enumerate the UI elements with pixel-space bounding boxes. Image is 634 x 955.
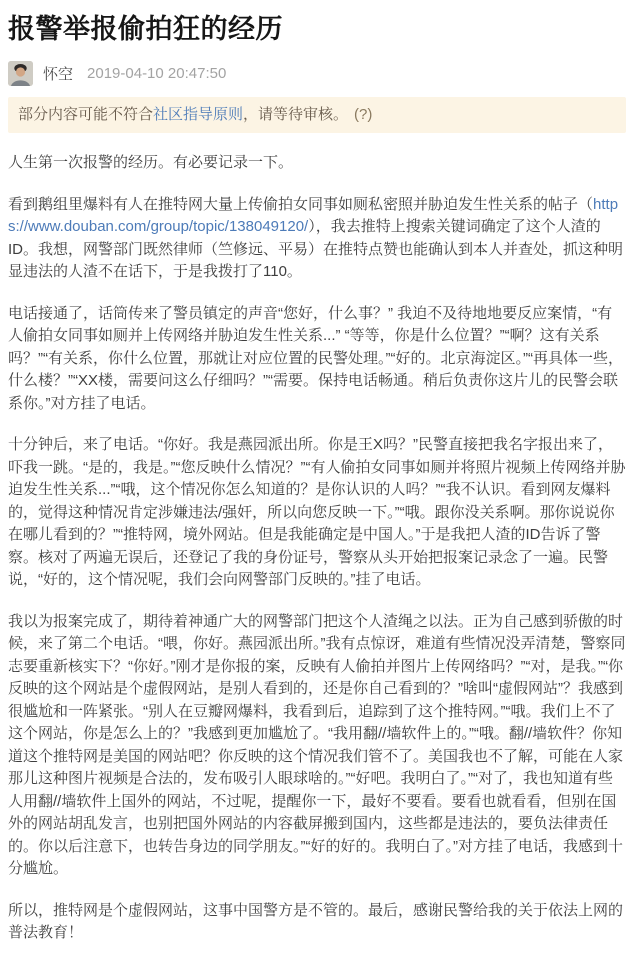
paragraph-source xyxy=(8,194,626,284)
paragraph-intro: 人生第一次报警的经历。有必要记录一下。 xyxy=(8,154,294,171)
paragraph-police-callback: 十分钟后，来了电话。“你好。我是燕园派出所。你是王X吗？”民警直接把我名字报出来了，吓我一跳。“是的，我是。”“您反映什么情况？”“有人偷拍女同事如厕并将照片视频上传网络并胁迫发生性关系...”“哦，这个情况你怎么知道的？是你认识的人吗？”“我不认识。看到网友爆料的，觉得这种情况肯定涉嫌违法/强奸，所以向您反映一下。”“哦。跟你没关系啊。那你说说你在哪儿看到的？”“推特网，境外网站。但是我能确定是中国人。”于是我把人渣的ID告诉了警察。核对了两遍无误后，还登记了我的身份证号，警察从头开始把报案记录念了一遍。民警说，“好的，这个情况呢，我们会向网警部门反映的。”挂了电话。 xyxy=(8,436,626,588)
notice-text-pre: 部分内容可能不符合 xyxy=(18,106,154,123)
post-body xyxy=(8,152,626,945)
moderation-notice-bar xyxy=(8,97,626,133)
paragraph-conclusion: 所以，推特网是个虚假网站，这事中国警方是不管的。最后，感谢民警给我的关于依法上网的普法教育！ xyxy=(8,901,624,941)
douban-topic-link[interactable]: https://www.douban.com/group/topic/138049120/ xyxy=(8,195,619,235)
post-timestamp: 2019-04-10 20:47:50 xyxy=(87,64,227,82)
paragraph-first-call: 电话接通了，话筒传来了警员镇定的声音“您好，什么事？” 我迫不及待地地要反应案情，“有人偷拍女同事如厕并上传网络并胁迫发生性关系...” “等等，你是什么位置？”“啊？这有关系吗？”“有关系，你什么位置，那就让对应位置的民警处理。”“好的。北京海淀区。”“再具体一些，什么楼？”“XX楼，需要问这么仔细吗？”“需要。保持电话畅通。稍后负责你这片儿的民警会联系你。”对方挂了电话。 xyxy=(8,304,623,412)
notice-text-post: ，请等待审核。 xyxy=(243,106,349,123)
page-title: 报警举报偷拍狂的经历 xyxy=(8,14,283,44)
notice-help-link[interactable]: (?) xyxy=(354,106,373,123)
paragraph-second-call: 我以为报案完成了，期待着神通广大的网警部门把这个人渣绳之以法。正为自己感到骄傲的时候，来了第二个电话。“喂，你好。燕园派出所。”我有点惊讶，难道有些情况没弄清楚，警察同志要重新核实下？“你好。”刚才是你报的案，反映有人偷拍并图片上传网络吗？”“对，是我。”“你反映的这个网站是个虚假网站，是别人看到的，还是你自己看到的？”啥叫“虚假网站”？我感到很尴尬和一阵紧张。“别人在豆瓣网爆料，我看到后，追踪到了这个推特网。”“哦。我们上不了这个网站，你是怎么上的？”我感到更加尴尬了。“我用翻//墙软件上的。”“哦。翻//墙软件？你知道这个推特网是美国的网站吧？你反映的这个情况我们管不了。美国我也不了解，可能在人家那儿这种图片视频是合法的，发布吸引人眼球啥的。”“好吧。我明白了。”“对了，我也知道有些人用翻//墙软件上国外的网站，不过呢，提醒你一下，最好不要看。要看也就看看，但别在国外的网站胡乱发言，也别把国外网站的内容截屏搬到国内，这些都是违法的，要负法律责任的。你以后注意下，也转告身边的同学朋友。”“好的好的。我明白了。”对方挂了电话，我感到十分尴尬。 xyxy=(8,612,626,877)
paragraph-text: 看到鹅组里爆料有人在推特网大量上传偷拍女同事如厕私密照并胁迫发生性关系的帖子（ xyxy=(8,195,594,213)
author-name-link[interactable]: 怀空 xyxy=(43,65,74,83)
avatar[interactable] xyxy=(8,61,33,86)
author-row xyxy=(8,60,626,86)
community-guidelines-link[interactable]: 社区指导原则 xyxy=(153,106,244,123)
paragraph-text: ），我去推特上搜索关键词确定了这个人渣的ID。我想，网警部门既然律师（竺修远、平易）在推特点赞也能确认到本人并查处，抓这种明显违法的人渣不在话下，于是我拨打了110。 xyxy=(8,218,624,280)
user-photo-icon xyxy=(8,61,33,86)
